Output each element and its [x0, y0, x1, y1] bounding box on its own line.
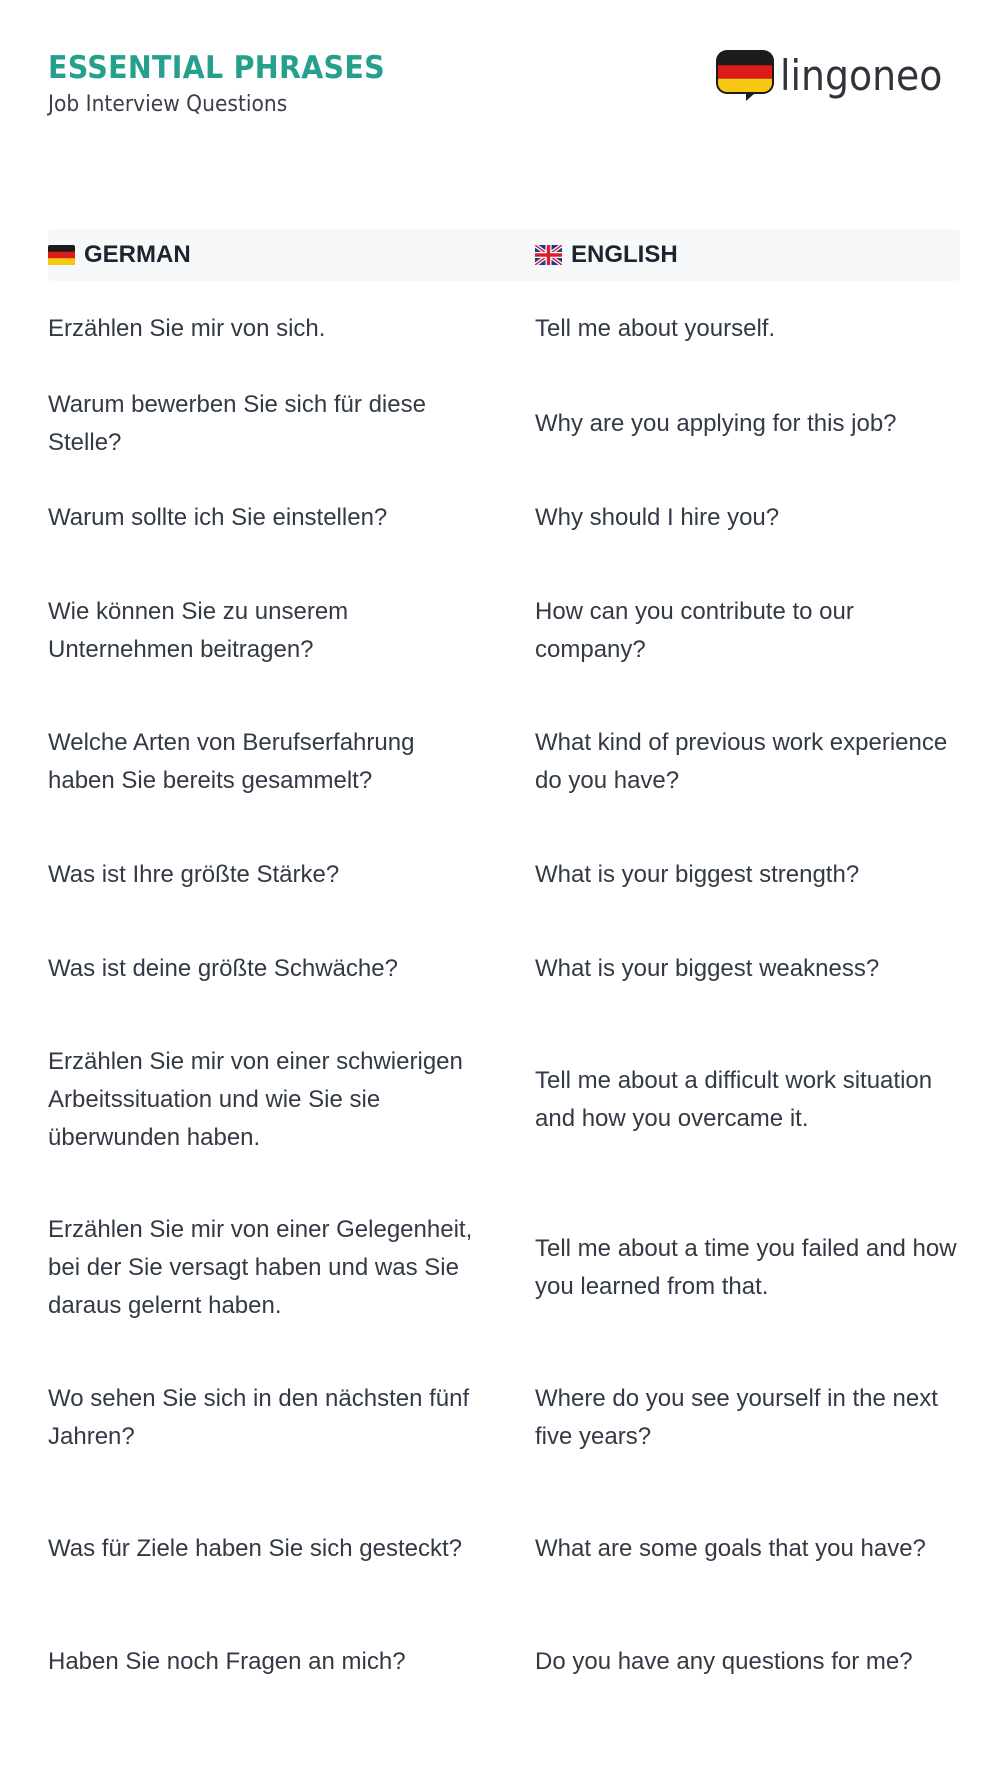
table-row: [48, 1615, 960, 1709]
uk-flag-icon: [535, 245, 562, 265]
speech-bubble-flag-logo-icon: [716, 50, 774, 102]
german-phrase: Warum bewerben Sie sich für diese Stelle?: [48, 390, 426, 456]
table-header: [48, 229, 960, 281]
english-phrase: Tell me about a time you failed and how you learned from that.: [535, 1235, 957, 1300]
table-row: [48, 922, 960, 1016]
page-title: ESSENTIAL PHRASES: [48, 50, 385, 86]
table-row: [48, 1352, 960, 1483]
german-phrase: Was ist deine größte Schwäche?: [48, 955, 398, 982]
table-row: [48, 1016, 960, 1184]
page-subtitle: Job Interview Questions: [48, 92, 288, 117]
german-phrase: Erzählen Sie mir von einer Gelegenheit, bei der Sie versagt haben und was Sie daraus gelernt haben.: [48, 1216, 473, 1319]
english-phrase: Tell me about a difficult work situation and how you overcame it.: [535, 1067, 933, 1132]
english-phrase: Where do you see yourself in the next five years?: [535, 1384, 938, 1450]
page-header: [48, 48, 414, 120]
german-phrase: Wie können Sie zu unserem Unternehmen beitragen?: [48, 597, 349, 663]
german-phrase: Erzählen Sie mir von einer schwierigen Arbeitssituation und wie Sie sie überwunden haben.: [48, 1048, 463, 1151]
english-phrase: How can you contribute to our company?: [535, 597, 854, 663]
english-phrase: What kind of previous work experience do you have?: [535, 728, 948, 794]
column-label-english: ENGLISH: [571, 241, 678, 268]
english-phrase: Do you have any questions for me?: [535, 1648, 913, 1675]
english-phrase: Why should I hire you?: [535, 504, 780, 531]
table-row: [48, 281, 960, 376]
column-header-english: [535, 241, 678, 269]
table-row: [48, 565, 960, 696]
column-header-german: [48, 241, 535, 269]
table-row: [48, 1483, 960, 1615]
german-phrase: Was ist Ihre größte Stärke?: [48, 860, 340, 888]
german-phrase: Was für Ziele haben Sie sich gesteckt?: [48, 1535, 462, 1562]
table-row: [48, 827, 960, 922]
table-row: [48, 471, 960, 565]
phrase-table: [48, 229, 960, 1709]
english-phrase: What is your biggest strength?: [535, 860, 860, 888]
table-row: [48, 376, 960, 471]
germany-flag-icon: [48, 245, 75, 265]
logo: [716, 50, 960, 102]
english-phrase: What is your biggest weakness?: [535, 955, 880, 982]
column-label-german: GERMAN: [84, 241, 191, 268]
german-phrase: Haben Sie noch Fragen an mich?: [48, 1648, 406, 1675]
german-phrase: Welche Arten von Berufserfahrung haben Sie bereits gesammelt?: [48, 728, 415, 794]
german-phrase: Erzählen Sie mir von sich.: [48, 314, 326, 342]
phrase-rows: [48, 281, 960, 1709]
german-phrase: Wo sehen Sie sich in den nächsten fünf Jahren?: [48, 1384, 470, 1450]
german-phrase: Warum sollte ich Sie einstellen?: [48, 504, 388, 531]
english-phrase: What are some goals that you have?: [535, 1535, 926, 1562]
table-row: [48, 1184, 960, 1352]
english-phrase: Why are you applying for this job?: [535, 409, 897, 437]
table-row: [48, 696, 960, 827]
english-phrase: Tell me about yourself.: [535, 314, 776, 342]
logo-text: lingoneo: [779, 51, 942, 100]
